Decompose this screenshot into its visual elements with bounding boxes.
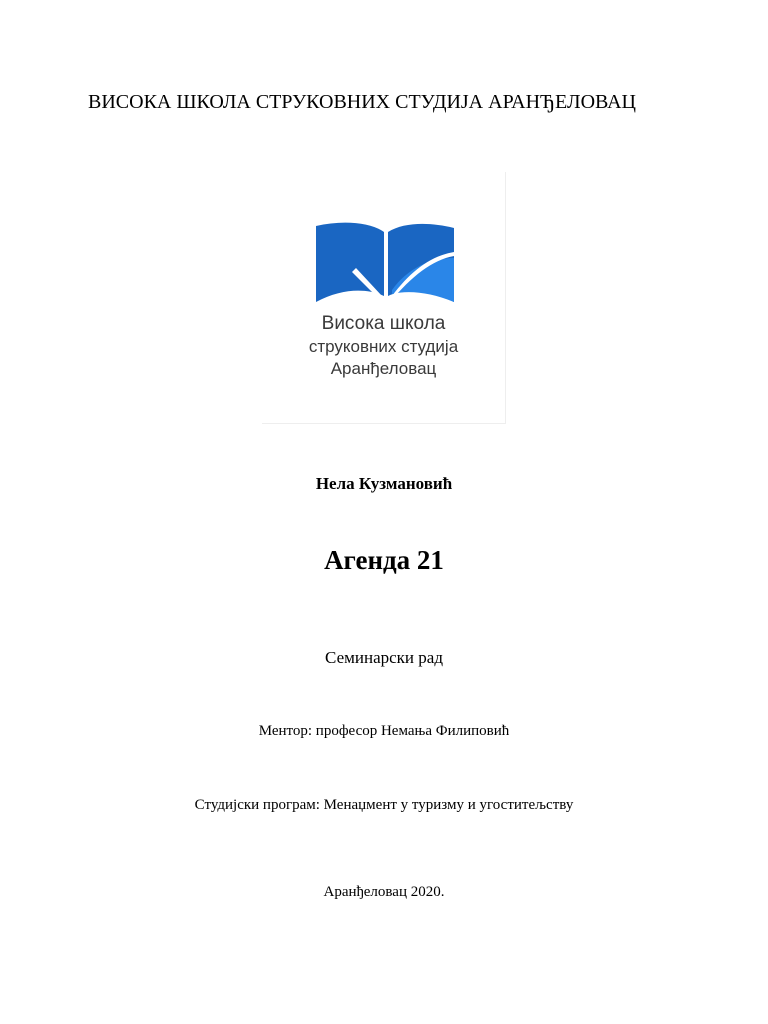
open-book-checkmark-icon	[312, 220, 457, 308]
document-subtitle: Семинарски рад	[325, 648, 443, 667]
document-title: Агенда 21	[324, 545, 444, 575]
mentor-line: Ментор: професор Немања Филиповић	[258, 723, 510, 739]
study-program-line: Студијски програм: Менаџмент у туризму и угоститељству	[194, 797, 574, 813]
school-logo	[262, 172, 506, 424]
institution-header: ВИСОКА ШКОЛА СТРУКОВНИХ СТУДИЈА АРАНЂЕЛОВАЦ	[88, 91, 636, 113]
logo-text-line-1: Висока школа	[321, 313, 446, 334]
logo-text-line-3: Аранђеловац	[330, 359, 437, 378]
author-name: Нела Кузмановић	[315, 474, 453, 493]
place-year-line: Аранђеловац 2020.	[323, 884, 445, 900]
logo-text-line-2: струковних студија	[308, 337, 459, 356]
